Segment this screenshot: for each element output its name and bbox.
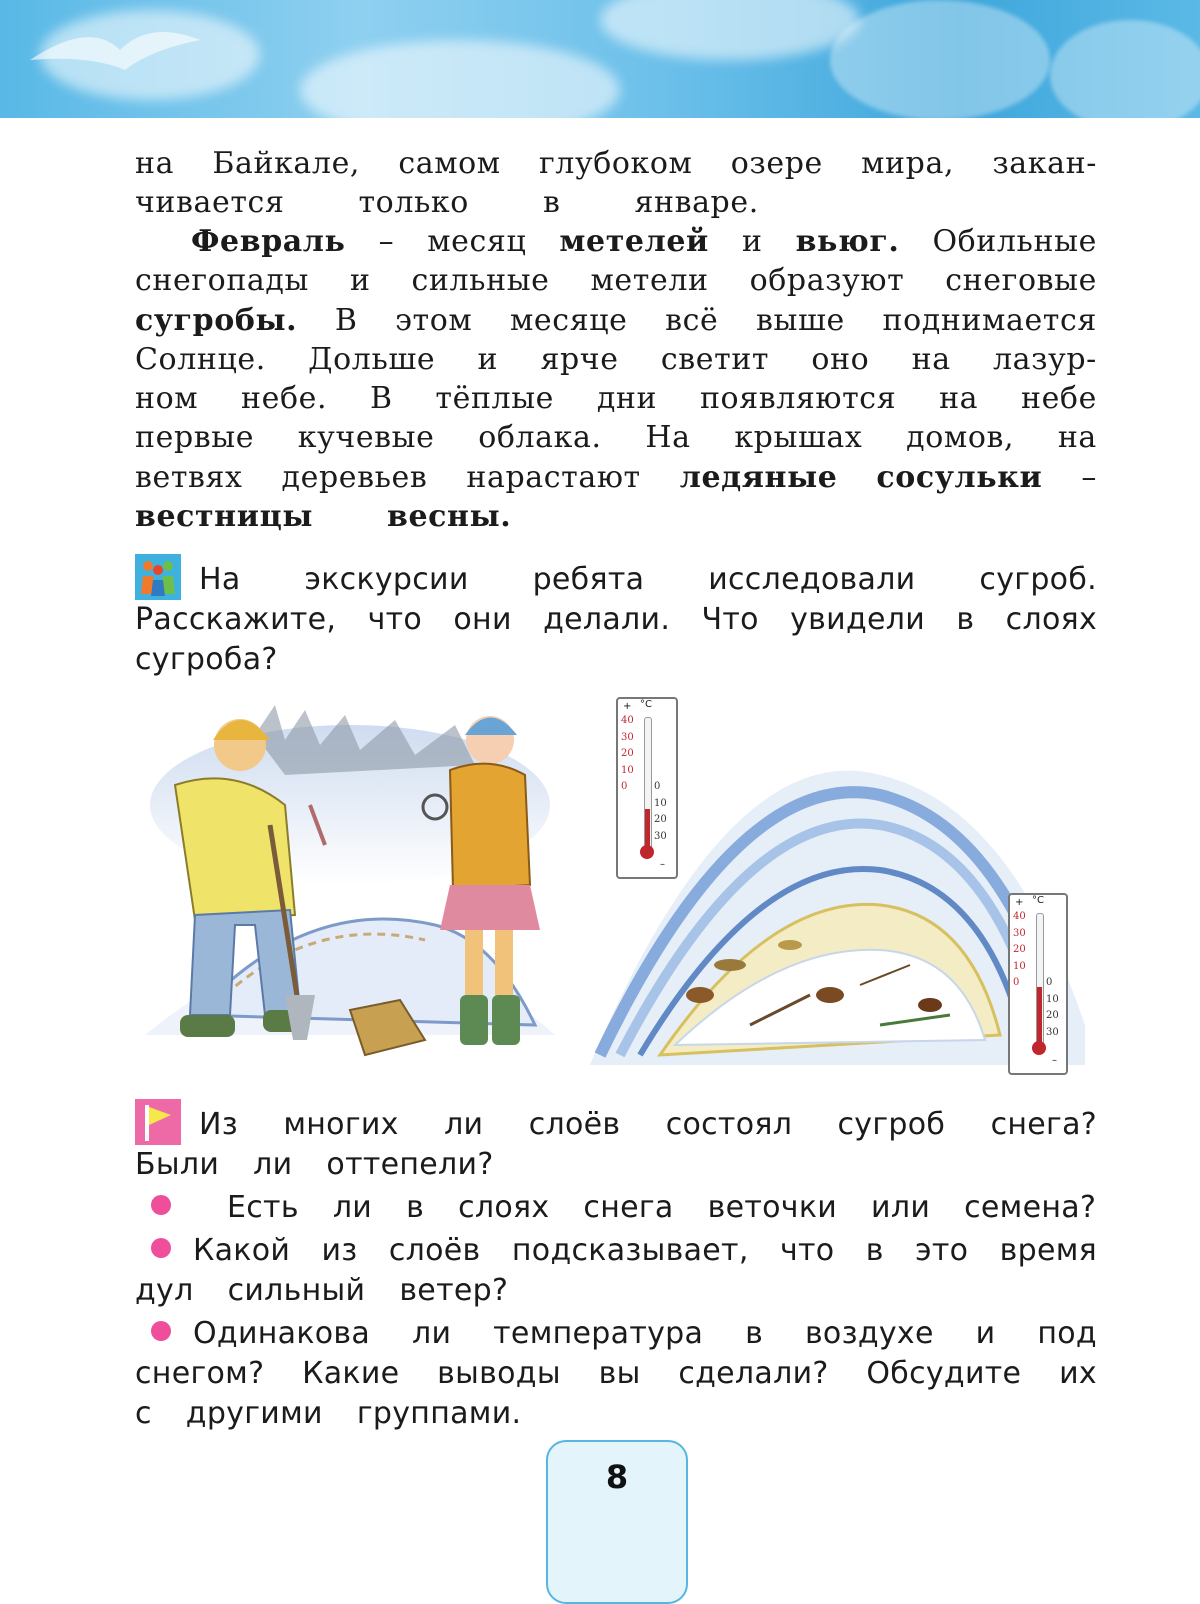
- word: самом: [398, 146, 501, 181]
- word: и: [975, 1316, 996, 1351]
- text-line: [135, 1271, 1097, 1311]
- word: ли: [444, 1107, 484, 1142]
- word: в: [865, 1233, 884, 1268]
- children-snowdrift-illustration: [135, 695, 565, 1075]
- word: только: [358, 185, 469, 221]
- word: сделали?: [678, 1356, 829, 1391]
- text-line: [135, 1354, 1097, 1394]
- word: Солнце.: [135, 341, 266, 377]
- text-line: [135, 340, 1097, 379]
- text-line: [135, 222, 1097, 261]
- seagull-illustration: [10, 0, 210, 118]
- word: мира,: [861, 146, 955, 181]
- text-line: [135, 418, 1097, 457]
- questions-block: [135, 1105, 1097, 1434]
- word: экскурсии: [304, 562, 469, 597]
- word: На: [199, 562, 241, 597]
- word: исследовали: [708, 562, 916, 597]
- word: состоял: [665, 1107, 793, 1142]
- word: что: [779, 1233, 835, 1268]
- thermometer-tick-label: 0: [654, 781, 661, 792]
- thermometer-tick-label: 10: [654, 797, 667, 809]
- thermometer-minus-sign: –: [1052, 1055, 1057, 1066]
- word: в: [745, 1316, 764, 1351]
- word: на: [135, 146, 175, 181]
- thermometer-minus-sign: –: [660, 859, 665, 870]
- bullet-dot: [151, 1238, 171, 1258]
- text-line: [135, 1314, 1097, 1354]
- text-line: [135, 640, 1097, 680]
- word: слоёв: [528, 1107, 621, 1142]
- thermometer-tick-label: 10: [1013, 960, 1026, 972]
- line-lead: [135, 1188, 299, 1228]
- word: Есть: [227, 1190, 299, 1225]
- word: ли: [411, 1316, 452, 1351]
- word: время: [999, 1233, 1097, 1268]
- text-line: [135, 458, 1097, 497]
- word: чивается: [135, 185, 285, 221]
- word: вестницы: [135, 499, 314, 535]
- line-lead: [135, 560, 241, 600]
- word: вы: [598, 1356, 641, 1391]
- word: снегом?: [135, 1356, 265, 1391]
- word: кучевые: [297, 420, 435, 456]
- word: дни: [596, 381, 658, 417]
- word: ном: [135, 381, 199, 417]
- word: глубоком: [538, 146, 693, 181]
- word: в: [406, 1190, 425, 1225]
- flag-icon: [135, 1099, 181, 1145]
- word: –: [378, 224, 395, 259]
- word: этом: [395, 302, 473, 338]
- word: с: [135, 1396, 152, 1431]
- thermometer-tick-label: 30: [1013, 927, 1026, 939]
- thermometer-tick-label: 20: [654, 814, 667, 825]
- text-line: [135, 1231, 1097, 1271]
- word: и: [477, 341, 499, 377]
- thermometer-mercury: [645, 809, 650, 847]
- word: они: [453, 602, 512, 637]
- thermometer-tick-label: 10: [621, 764, 634, 776]
- text-line: [135, 301, 1097, 340]
- thermometer-air: [616, 697, 678, 879]
- word: снеговые: [945, 263, 1097, 299]
- word: подсказывает,: [511, 1233, 749, 1268]
- word: слоёв: [388, 1233, 481, 1268]
- thermometer-tick-label: 10: [1046, 993, 1059, 1005]
- bullet-dot: [151, 1321, 171, 1341]
- word: поднимается: [882, 302, 1097, 338]
- word: озере: [730, 146, 823, 181]
- word: другими: [185, 1396, 323, 1431]
- word: на: [1057, 420, 1097, 456]
- word: делали.: [543, 602, 671, 637]
- thermometer-unit: °C: [640, 699, 652, 710]
- word: Из: [199, 1107, 238, 1142]
- word: температура: [493, 1316, 704, 1351]
- text-line: [135, 1188, 1097, 1228]
- word: сугроб: [837, 1107, 946, 1142]
- word: Обсудите: [866, 1356, 1022, 1391]
- word: сугроб.: [979, 562, 1097, 597]
- line-lead: [135, 1105, 238, 1145]
- paragraph-continuation: [135, 144, 1097, 223]
- word: ледяные: [679, 459, 838, 495]
- header-banner: [0, 0, 1200, 118]
- word: В: [334, 302, 358, 338]
- word: их: [1059, 1356, 1097, 1391]
- page-number: 8: [546, 1440, 688, 1604]
- word: тёплые: [435, 381, 555, 417]
- word: ветер?: [399, 1273, 509, 1308]
- thermometer-tick-label: 20: [621, 748, 634, 759]
- word: весны.: [387, 499, 512, 535]
- word: крышах: [734, 420, 863, 456]
- word: семена?: [964, 1190, 1097, 1225]
- word: сугробы.: [135, 302, 298, 338]
- word: выше: [756, 302, 845, 338]
- word: слоях: [458, 1190, 550, 1225]
- text-line: [135, 1145, 1097, 1185]
- word: оттепели?: [326, 1147, 494, 1182]
- thermometer-tick-label: 0: [621, 781, 628, 792]
- word: небе: [1020, 381, 1097, 417]
- word: Одинакова: [193, 1316, 371, 1351]
- word: на: [939, 381, 979, 417]
- word: снегопады: [135, 263, 309, 299]
- line-lead: [135, 1314, 370, 1354]
- word: увидели: [790, 602, 926, 637]
- group-work-icon: [135, 554, 181, 600]
- word: в: [542, 185, 561, 221]
- bullet-dot: [151, 1195, 171, 1215]
- word: или: [871, 1190, 931, 1225]
- word: В: [369, 381, 393, 417]
- word: ли: [253, 1147, 293, 1182]
- word: На: [645, 420, 691, 456]
- word: сильные: [411, 263, 550, 299]
- word: и: [741, 224, 763, 259]
- text-line: [135, 183, 1097, 222]
- thermometer-lower-scale: [1046, 975, 1068, 1041]
- thermometer-tick-label: 30: [1046, 1026, 1059, 1038]
- word: облака.: [478, 420, 602, 456]
- word: снега: [583, 1190, 674, 1225]
- word: воздухе: [804, 1316, 934, 1351]
- word: из: [321, 1233, 358, 1268]
- word: январе.: [634, 185, 759, 221]
- word: многих: [283, 1107, 399, 1142]
- text-line: [135, 560, 1097, 600]
- word: что: [367, 602, 423, 637]
- word: оно: [811, 341, 870, 377]
- thermometer-tick-label: 20: [1013, 944, 1026, 955]
- snowdrift-cross-section-illustration: [580, 695, 1095, 1080]
- word: первые: [135, 420, 255, 456]
- line-lead: [135, 1231, 290, 1271]
- word: сосульки: [876, 459, 1043, 495]
- word: под: [1037, 1316, 1097, 1351]
- text-line: [135, 1105, 1097, 1145]
- word: метели: [590, 263, 709, 299]
- thermometer-lower-scale: [654, 779, 676, 845]
- word: метелей: [559, 224, 709, 259]
- word: домов,: [906, 420, 1015, 456]
- word: сугроба?: [135, 642, 278, 677]
- word: на: [911, 341, 951, 377]
- word: ребята: [532, 562, 645, 597]
- word: это: [915, 1233, 969, 1268]
- text-line: [135, 144, 1097, 183]
- word: слоях: [1005, 602, 1097, 637]
- text-line: [135, 261, 1097, 300]
- word: Обильные: [932, 224, 1097, 259]
- word: ветвях: [135, 459, 243, 495]
- text-line: [135, 497, 1097, 536]
- word: месяц: [427, 224, 527, 259]
- word: Что: [701, 602, 759, 637]
- word: лазур-: [993, 341, 1097, 377]
- word: дул: [135, 1273, 194, 1308]
- thermometer-tick-label: 40: [1013, 911, 1026, 922]
- word: деревьев: [281, 459, 428, 495]
- word: Какой: [193, 1233, 291, 1268]
- thermometer-plus-sign: +: [1015, 897, 1024, 908]
- word: Дольше: [308, 341, 436, 377]
- thermometer-tick-label: 40: [621, 715, 634, 726]
- text-line: [135, 1394, 1097, 1434]
- thermometer-tick-label: 30: [654, 830, 667, 842]
- word: образуют: [749, 263, 905, 299]
- word: в: [956, 602, 975, 637]
- thermometer-tick-label: 30: [621, 731, 634, 743]
- word: Расскажите,: [135, 602, 337, 637]
- thermometer-unit: °C: [1032, 895, 1044, 906]
- word: нарастают: [466, 459, 641, 495]
- word: Февраль: [191, 224, 346, 259]
- word: ли: [332, 1190, 373, 1225]
- thermometer-under-snow: [1008, 893, 1068, 1075]
- word: группами.: [356, 1396, 522, 1431]
- task-block: [135, 560, 1097, 680]
- text-line: [135, 379, 1097, 418]
- word: вьюг.: [795, 224, 900, 259]
- thermometer-upper-scale: [1013, 909, 1035, 992]
- word: –: [1081, 459, 1097, 495]
- word: и: [349, 263, 371, 299]
- word: ярче: [540, 341, 619, 377]
- word: всё: [665, 302, 719, 338]
- word: сильный: [227, 1273, 366, 1308]
- word: светит: [660, 341, 770, 377]
- paragraph-february: [135, 222, 1097, 536]
- word: веточки: [707, 1190, 838, 1225]
- thermometer-plus-sign: +: [623, 701, 632, 712]
- word: Какие: [302, 1356, 400, 1391]
- thermometer-tick-label: 0: [1013, 977, 1020, 988]
- thermometer-mercury: [1037, 987, 1042, 1043]
- thermometer-upper-scale: [621, 713, 643, 796]
- word: Байкале,: [212, 146, 361, 181]
- word: выводы: [437, 1356, 561, 1391]
- word: месяце: [510, 302, 628, 338]
- word: Были: [135, 1147, 220, 1182]
- word: снега?: [990, 1107, 1097, 1142]
- thermometer-tick-label: 0: [1046, 977, 1053, 988]
- word: появляются: [699, 381, 897, 417]
- text-line: [135, 600, 1097, 640]
- thermometer-tick-label: 20: [1046, 1010, 1059, 1021]
- word: закан-: [992, 146, 1097, 181]
- word: небе.: [241, 381, 328, 417]
